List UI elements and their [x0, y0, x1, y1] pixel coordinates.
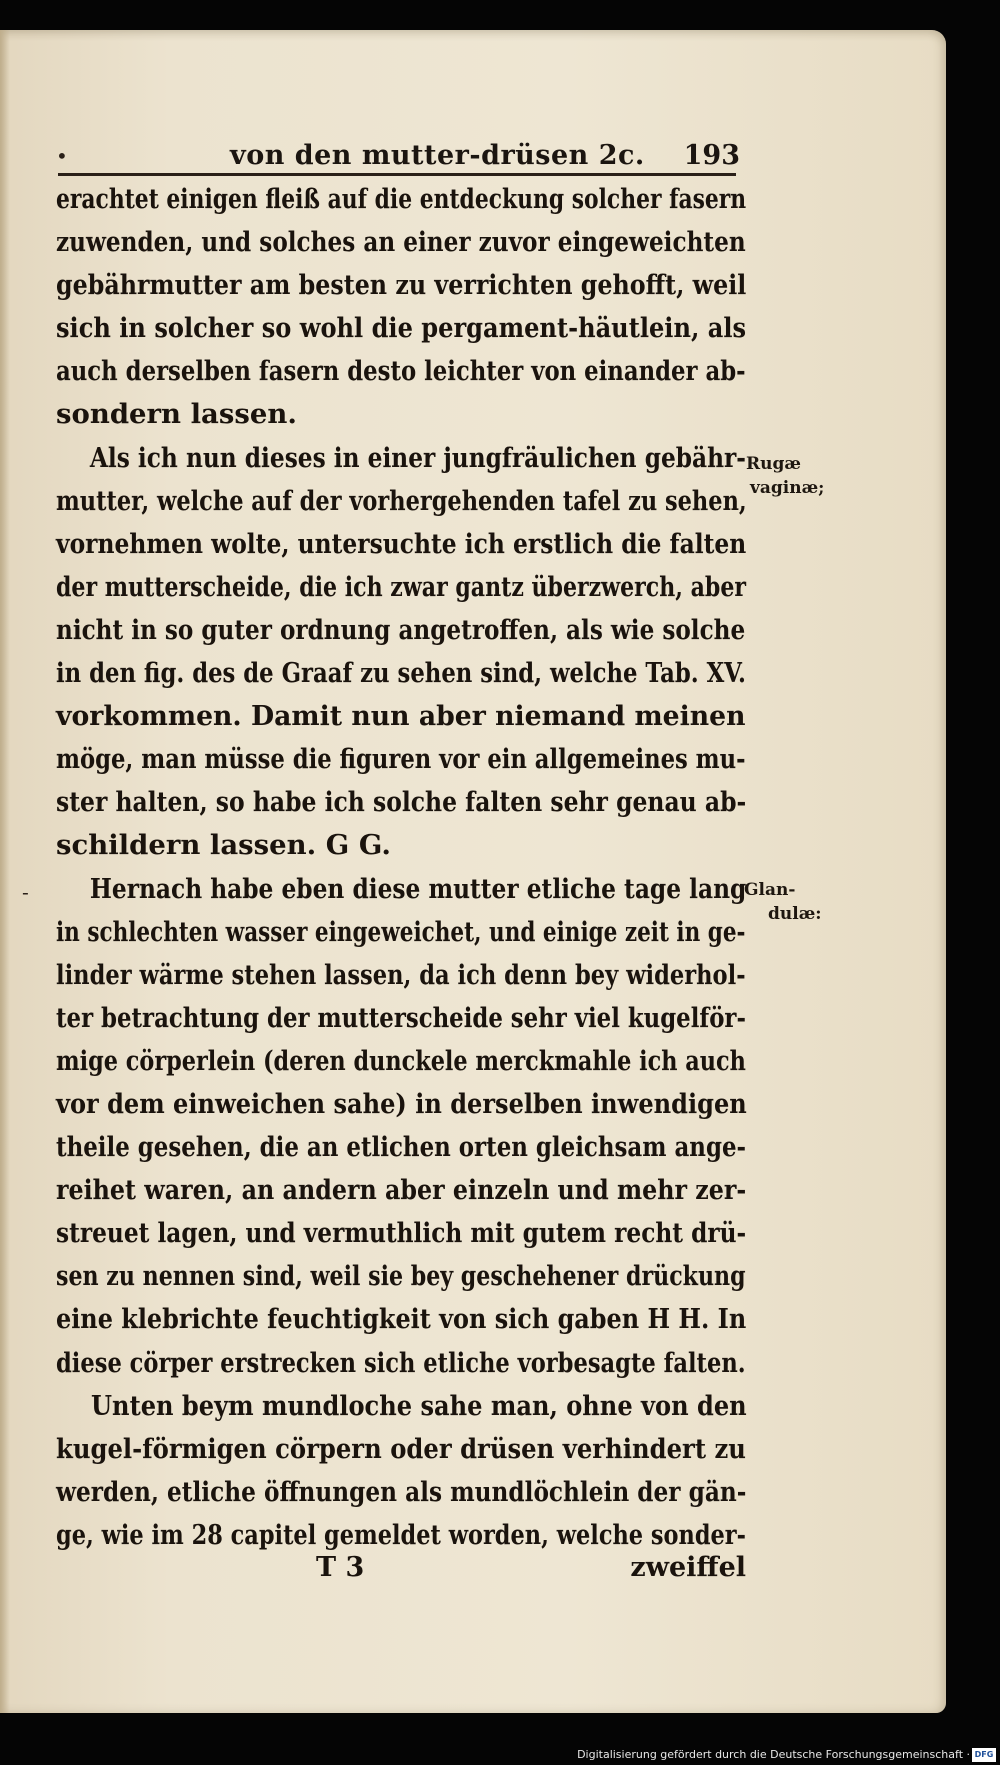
text-line: erachtet einigen fleiß auf die entdeckung solcher fasern [56, 183, 747, 215]
margin-note-glandulae [744, 878, 822, 926]
text-line: sen zu nennen sind, weil sie bey geschehener drückung [56, 1260, 746, 1293]
text-line: ge, wie im 28 capitel gemeldet worden, welche sonder- [56, 1518, 746, 1551]
page-number: 193 [683, 140, 740, 171]
digitization-credit: Digitalisierung gefördert durch die Deutsche Forschungsgemeinschaft · [577, 1748, 970, 1761]
dfg-logo: DFG [972, 1748, 996, 1762]
text-line: vor dem einweichen sahe) in derselben inwendigen [56, 1087, 747, 1120]
page-gutter-edge [0, 30, 10, 1713]
page-footer [56, 1552, 746, 1592]
margin-note-line: vaginæ; [750, 478, 825, 498]
margin-note-line: dulæ: [768, 904, 822, 924]
text-line: sich in solcher so wohl die pergament-häutlein, als [56, 312, 747, 345]
text-line: werden, etliche öffnungen als mundlöchlein der gän- [56, 1475, 747, 1508]
text-line: in schlechten wasser eingeweichet, und einige zeit in ge- [56, 915, 746, 948]
text-line: mige cörperlein (deren dunckele merckmahle ich auch [56, 1044, 746, 1077]
text-line: Hernach habe eben diese mutter etliche tage lang [89, 872, 747, 905]
body-text [56, 178, 746, 1557]
text-line: der mutterscheide, die ich zwar gantz überzwerch, aber [56, 570, 746, 603]
margin-note-line: Glan- [744, 880, 796, 900]
text-line: ter betrachtung der mutterscheide sehr viel kugelför- [56, 1001, 746, 1034]
text-line: auch derselben fasern desto leichter von einander ab- [56, 355, 746, 388]
catchword: zweiffel [630, 1552, 746, 1583]
ink-dash-mark: - [22, 880, 29, 904]
text-line: zuwenden, und solches an einer zuvor eingeweichten [56, 226, 746, 259]
page-header [56, 140, 740, 171]
text-line: vornehmen wolte, untersuchte ich erstlich die falten [56, 527, 747, 560]
text-line: kugel-förmigen cörpern oder drüsen verhindert zu [56, 1432, 746, 1465]
text-line: diese cörper erstrecken sich etliche vorbesagte falten. [56, 1346, 746, 1379]
margin-note-rugae-vaginae [746, 452, 824, 500]
text-line: ster halten, so habe ich solche falten sehr genau ab- [56, 786, 747, 819]
text-line: linder wärme stehen lassen, da ich denn bey widerhol- [56, 958, 746, 991]
ink-dot-mark: • [56, 144, 68, 168]
text-line: reihet waren, an andern aber einzeln und mehr zer- [56, 1174, 747, 1207]
text-line: mutter, welche auf der vorhergehenden tafel zu sehen, [56, 484, 747, 517]
text-line: Unten beym mundloche sahe man, ohne von den [91, 1389, 747, 1422]
running-title: von den mutter-drüsen 2c. [230, 140, 645, 171]
text-line: möge, man müsse die figuren vor ein allgemeines mu- [56, 743, 746, 776]
text-line: vorkommen. Damit nun aber niemand meinen [56, 700, 746, 733]
text-line: nicht in so guter ordnung angetroffen, als wie solche [56, 613, 746, 646]
header-rule [58, 173, 736, 176]
text-line: eine klebrichte feuchtigkeit von sich gaben H H. In [56, 1303, 747, 1336]
text-line: sondern lassen. [56, 398, 297, 431]
text-line: schildern lassen. G G. [56, 829, 391, 862]
text-line: theile gesehen, die an etlichen orten gleichsam ange- [56, 1131, 747, 1164]
text-line: in den fig. des de Graaf zu sehen sind, welche Tab. XV. [56, 657, 746, 690]
margin-note-line: Rugæ [746, 454, 801, 474]
text-line: streuet lagen, und vermuthlich mit gutem recht drü- [56, 1217, 747, 1250]
text-line: Als ich nun dieses in einer jungfräulichen gebähr- [89, 441, 746, 474]
text-line: gebährmutter am besten zu verrichten gehofft, weil [56, 269, 747, 302]
signature-mark: T 3 [316, 1552, 365, 1583]
